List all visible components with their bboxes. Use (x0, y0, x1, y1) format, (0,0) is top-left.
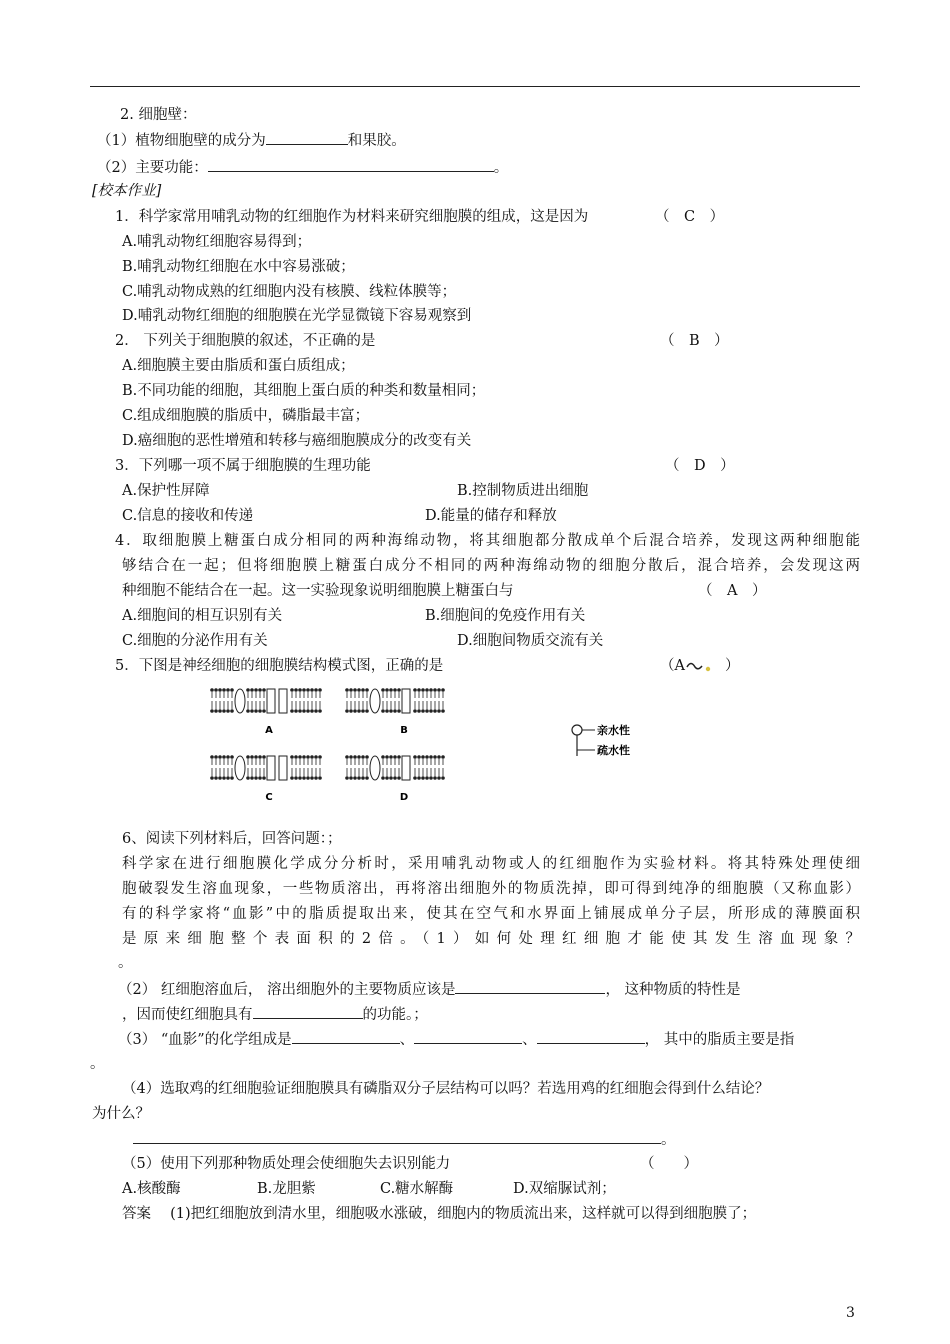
answer-blank (133, 1129, 661, 1144)
q6-sub5-answer: （ ） (640, 1156, 698, 1172)
q6-sub4-answer (133, 1129, 676, 1150)
section-q1-post: 和果胶。 (347, 133, 406, 149)
panel-label-b: B (400, 725, 408, 736)
answer-blank (414, 1029, 522, 1044)
q6-sub3-sep1: 、 (399, 1032, 415, 1048)
q5-answer-close: ） (724, 658, 740, 674)
q5-answer (660, 656, 739, 676)
section-q2-pre: （2）主要功能： (97, 160, 208, 176)
q4-answer: （ A ） (698, 583, 767, 599)
answer-blank (253, 1004, 363, 1019)
membrane-panel-a (210, 688, 322, 713)
q6-sub2-post: ， 这种物质的特性是 (605, 982, 741, 998)
membrane-panel-d (345, 755, 445, 780)
q4-option-b: B.细胞间的免疫作用有关 (425, 608, 586, 624)
header-rule (90, 86, 860, 87)
q1-stem: 1．科学家常用哺乳动物的红细胞作为材料来研究细胞膜的组成，这是因为 (115, 209, 589, 225)
q1-option-d: D.哺乳动物红细胞的细胞膜在光学显微镜下容易观察到 (122, 308, 472, 324)
q2-option-a: A.细胞膜主要由脂质和蛋白质组成； (122, 358, 355, 374)
q6-answer-line: 答案 (1)把红细胞放到清水里，细胞吸水涨破，细胞内的物质流出来，这样就可以得到细胞膜了； (122, 1206, 757, 1222)
q4-option-c: C.细胞的分泌作用有关 (122, 633, 268, 649)
q4-line2: 够结合在一起；但将细胞膜上糖蛋白成分不相同的两种海绵动物的细胞分散后，混合培养，会发现这两 (122, 558, 860, 574)
answer-blank (266, 130, 348, 145)
q6-para2: 胞破裂发生溶血现象，一些物质溶出，再将溶出细胞外的物质洗掉，即可得到纯净的细胞膜（又称血影） (122, 881, 860, 897)
q6-sub4-line1: （4）选取鸡的红细胞验证细胞膜具有磷脂双分子层结构可以吗？若选用鸡的红细胞会得到什么结论？ (122, 1081, 770, 1097)
q3-option-b: B.控制物质进出细胞 (457, 483, 589, 499)
q2-answer: （ B ） (660, 333, 729, 349)
section-q1-pre: （1）植物细胞壁的成分为 (97, 133, 266, 149)
q1-answer: （ C ） (655, 209, 725, 225)
q2-option-d: D.癌细胞的恶性增殖和转移与癌细胞膜成分的改变有关 (122, 433, 472, 449)
q4-line1: 4．取细胞膜上糖蛋白成分相同的两种海绵动物，将其细胞都分散成单个后混合培养，发现这两种细胞能 (115, 533, 860, 549)
q4-option-d: D.细胞间物质交流有关 (457, 633, 604, 649)
q6-sub5-option-d: D.双缩脲试剂； (513, 1181, 616, 1197)
q6-sub2-pre: （2） 红细胞溶血后， 溶出细胞外的主要物质应该是 (118, 982, 456, 998)
section-q2-post: 。 (493, 160, 509, 176)
q3-option-c: C.信息的接收和传递 (122, 508, 254, 524)
q4-line3: 种细胞不能结合在一起。这一实验现象说明细胞膜上糖蛋白与 (122, 583, 514, 599)
q6-sub5-option-a: A.核酸酶 (122, 1181, 181, 1197)
q6-sub5-stem: （5）使用下列那种物质处理会使细胞失去识别能力 (122, 1156, 451, 1172)
q6-sub3-post: ， 其中的脂质主要是指 (644, 1032, 795, 1048)
q6-sub3 (118, 1029, 794, 1050)
q2-stem: 2． 下列关于细胞膜的叙述，不正确的是 (115, 333, 376, 349)
q3-option-a: A.保护性屏障 (122, 483, 210, 499)
panel-label-a: A (265, 725, 273, 736)
section-q1 (97, 130, 406, 151)
q1-option-c: C.哺乳动物成熟的红细胞内没有核膜、线粒体膜等； (122, 284, 457, 300)
q6-sub5-option-b: B.龙胆紫 (257, 1181, 316, 1197)
section-title: 2. 细胞壁： (120, 107, 197, 123)
q3-stem: 3．下列哪一项不属于细胞膜的生理功能 (115, 458, 371, 474)
q1-option-b: B.哺乳动物红细胞在水中容易涨破； (122, 259, 355, 275)
q6-para4: 是原来细胞整个表面积的2倍。（1）如何处理红细胞才能使其发生溶血现象？ (122, 931, 860, 947)
panel-label-d: D (399, 792, 409, 803)
q6-sub2b-pre: ，因而使红细胞具有 (122, 1007, 253, 1023)
q5-answer-open: （A (660, 658, 685, 674)
page-number: 3 (846, 1305, 855, 1321)
q3-option-d: D.能量的储存和释放 (425, 508, 557, 524)
q2-option-b: B.不同功能的细胞，其细胞上蛋白质的种类和数量相同； (122, 383, 486, 399)
q6-sub4-line2: 为什么？ (92, 1106, 150, 1122)
q6-sub3-sep2: 、 (522, 1032, 537, 1048)
answer-blank (455, 979, 605, 994)
answer-blank (537, 1029, 645, 1044)
section-q2 (97, 157, 508, 178)
q5-stem: 5．下图是神经细胞的细胞膜结构模式图，正确的是 (115, 658, 444, 674)
answer-blank (208, 157, 494, 172)
q6-sub4-end: 。 (661, 1132, 676, 1148)
q6-para1: 科学家在进行细胞膜化学成分分析时，采用哺乳动物或人的红细胞作为实验材料。将其特殊处理使细 (122, 856, 860, 872)
polarity-legend (572, 723, 630, 757)
q6-sub2 (118, 979, 741, 1000)
q6-para4-end: 。 (118, 955, 133, 971)
membrane-panel-c (210, 755, 322, 780)
homework-label: [校本作业] (92, 183, 162, 199)
q2-option-c: C.组成细胞膜的脂质中，磷脂最丰富； (122, 408, 370, 424)
q1-option-a: A.哺乳动物红细胞容易得到； (122, 234, 312, 250)
answer-blank (292, 1029, 400, 1044)
membrane-structure-figure (205, 680, 665, 805)
q6-title: 6、阅读下列材料后，回答问题：； (122, 831, 342, 847)
q6-sub2b (122, 1004, 428, 1025)
legend-hydrophilic: 亲水性 (597, 724, 630, 737)
q6-sub5-option-c: C.糖水解酶 (380, 1181, 454, 1197)
legend-head-icon (572, 725, 582, 735)
q6-sub3-pre: （3） “血影”的化学组成是 (118, 1032, 292, 1048)
q3-answer: （ D ） (665, 458, 735, 474)
legend-hydrophobic: 疏水性 (597, 744, 630, 757)
q6-para3: 有的科学家将“血影”中的脂质提取出来，使其在空气和水界面上铺展成单分子层，所形成的薄膜面积 (122, 906, 860, 922)
q6-sub3-end: 。 (90, 1056, 105, 1072)
q4-option-a: A.细胞间的相互识别有关 (122, 608, 283, 624)
q6-sub2b-post: 的功能。； (362, 1007, 428, 1023)
panel-label-c: C (265, 792, 273, 803)
membrane-panel-b (345, 688, 445, 713)
squiggle-mark-icon (685, 658, 725, 674)
